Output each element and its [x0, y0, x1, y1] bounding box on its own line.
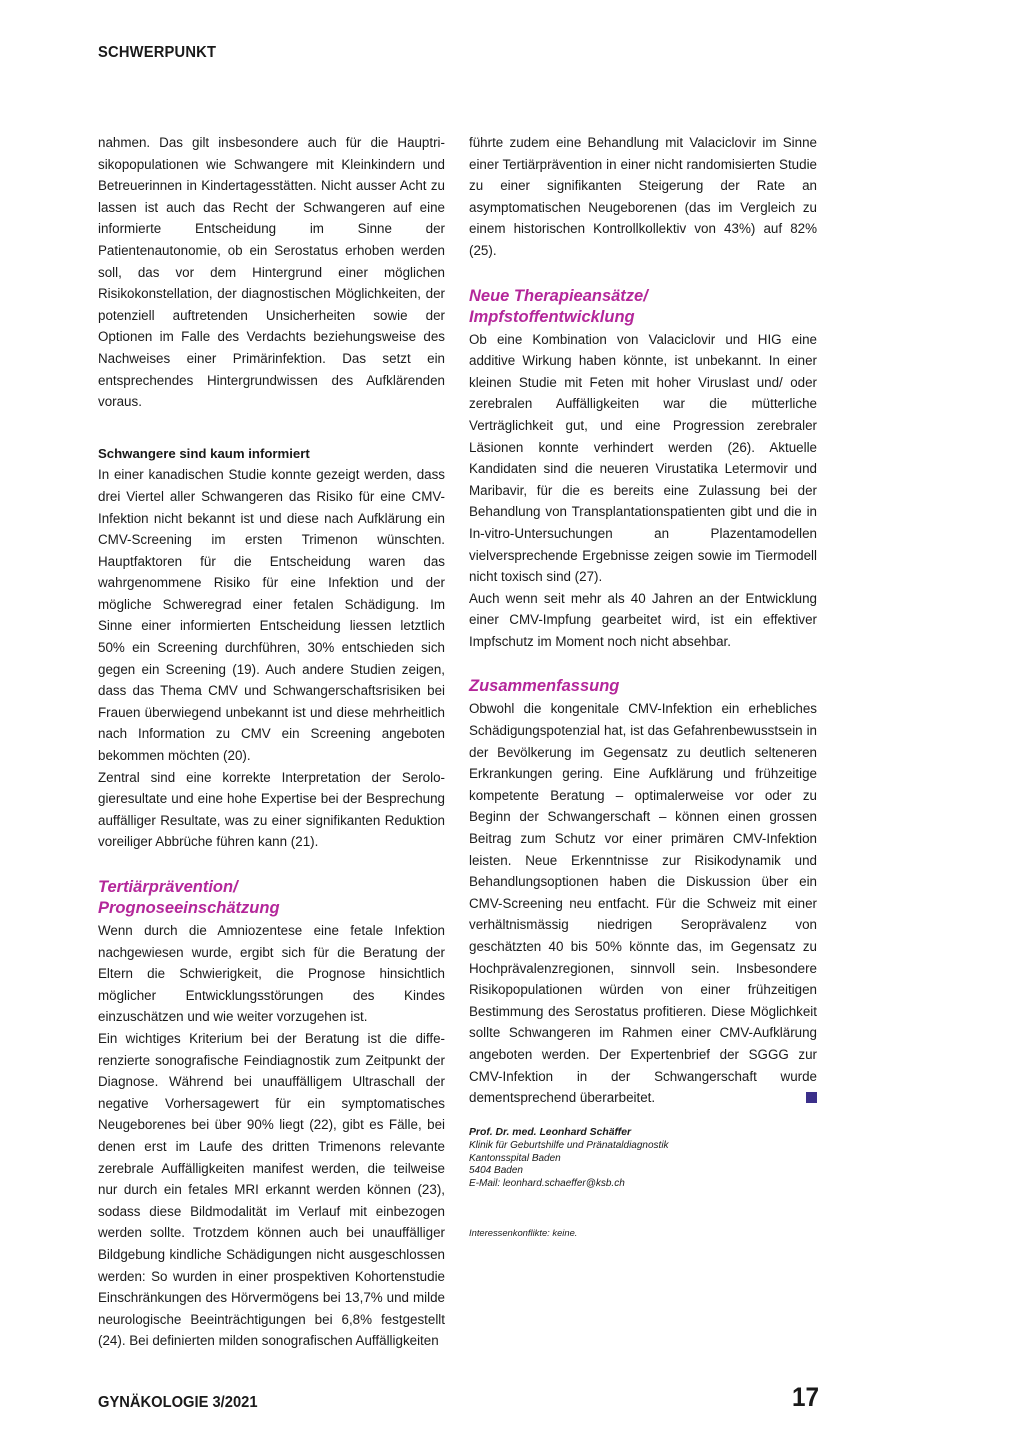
author-hospital: Kantonsspital Baden: [469, 1152, 561, 1164]
paragraph: Auch wenn seit mehr als 40 Jahren an der Entwicklung einer CMV-Impfung gearbeitet wird, ist ein effektiver Impfschutz im Moment noch nicht absehbar.: [469, 590, 817, 649]
section-title-line: Neue Therapieansätze/: [469, 286, 648, 305]
section-title-line: Tertiärprävention/: [98, 878, 238, 896]
author-name: Prof. Dr. med. Leonhard Schäffer: [469, 1126, 632, 1138]
paragraph-text: Obwohl die kongenitale CMV-Infektion ein erhebliches Schädigungspotenzial hat, ist das Gefahrenbewusstsein in der Bevölkerung im Gegensatz zu deutlich selteneren Erkrankungen gering. Eine Aufklärung und frühzeitige kompetente Beratung – optimalerweise vor oder zu Beginn der Schwangerschaft – können einen grossen Beitrag zum Schutz vor einer primären CMV-Infektion leisten. Neue Erkenntnisse zur Risikodynamik und Behandlungsoptionen haben die Diskussion über ein CMV-Screening neu entfacht. Für die Schweiz mit einer verhältnismässig niedrigen Seroprävalenz von geschätzten 40 bis 50% könnte das, im Gegensatz zu Hochprävalenzregionen, sinnvoll sein. Insbesondere Risikopopulationen würden von einer frühzeitigen Bestimmung des Serostatus profitieren. Diese Möglichkeit sollte Schwangeren im Rahmen einer CMV-Aufklärung angeboten werden. Der Expertenbrief der SGGG zur CMV-Infektion in der Schwangerschaft wurde dementsprechend überarbeitet.: [469, 701, 817, 1106]
section-title-line: Impfstoffentwicklung: [469, 307, 635, 326]
intro-paragraph: nahmen. Das gilt insbesondere auch für die Hauptrisikopopulationen wie Schwangere mit Kleinkindern und Betreuerinnen in Kindertagesstätten. Nicht ausser Acht zu lassen ist auch das Recht der Schwangeren auf eine informierte Entscheidung im Sinne der Patientenautonomie, ob ein Serostatus erhoben werden soll, das vor dem Hintergrund einer möglichen Risikokonstellation, der diagnostischen Möglichkeiten, der potenziell auftretenden Unsicherheiten sowie der Optionen im Falle des Verdachts beziehungsweise des Nachweises einer Primärinfektion. Das setzt ein entsprechendes Hintergrundwissen des Aufklärenden voraus.: [98, 135, 445, 410]
subheading-schwangere-informiert: Schwangere sind kaum informiert: [98, 445, 310, 461]
article-end-marker: [806, 1092, 817, 1103]
author-department: Klinik für Geburtshilfe und Pränataldiagnostik: [469, 1140, 669, 1152]
paragraph: In einer kanadischen Studie konnte gezeigt werden, dass drei Viertel aller Schwangeren das Risiko für eine CMV-Infektion nicht bekannt ist und diese nach Aufklärung ein CMV-Screening im ersten Trimenon wünschten. Hauptfaktoren für die Entscheidung waren das wahrgenommene Risiko für eine Infektion und der mögliche Schweregrad einer fetalen Schädigung. Im Sinne einer informierten Entscheidung liessen letztlich 50% ein Screening durchführen, 30% entschieden sich gegen ein Screening (19). Auch andere Studien zeigen, dass das Thema CMV und Schwangerschaftsrisiken bei Frauen überwiegend unbekannt ist und diese mehrheitlich nach Information zu CMV ein Screening angeboten bekommen möchten (20).: [98, 467, 445, 764]
paragraph: Zentral sind eine korrekte Interpretation der Serologieresultate und eine hohe Expertise bei der Besprechung auffälliger Resultate, was zu einer signifikanten Reduktion voreiliger Abbrüche führen kann (21).: [98, 769, 445, 850]
left-column: [98, 132, 445, 1352]
section-title-line: Prognoseeinschätzung: [98, 899, 280, 917]
running-head: SCHWERPUNKT: [98, 44, 217, 61]
conflict-of-interest-note: Interessenkonflikte: keine.: [469, 1227, 578, 1239]
paragraph: Ein wichtiges Kriterium bei der Beratung ist die differenzierte sonografische Feindiagnostik zum Zeitpunkt der Diagnose. Während bei unauffälligem Ultraschall der negative Vorhersagewert für ein symptomatisches Neugeborenes bei über 90% liegt (22), gibt es Fälle, bei denen erst im Laufe des dritten Trimenons relevante zerebrale Auffälligkeiten manifest werden, die teilweise nur durch ein fetales MRI erkannt werden können (23), sodass diese Bildmodalität im Verlauf mit einbezogen werden sollte. Trotzdem können auch bei unauffälliger Bildgebung kindliche Schädigungen nicht ausgeschlossen werden: So wurden in einer prospektiven Kohortenstudie Einschränkungen des Hörvermögens bei 13,7% und milde neurologische Beeinträchtigungen bei 6,8% festgestellt (24). Bei definierten milden sonografischen Auffälligkeiten: [98, 1030, 445, 1349]
author-block: [469, 1127, 817, 1191]
section-title-therapieansaetze: [469, 286, 817, 328]
section-title-tertiaerpraevention: [98, 877, 445, 919]
author-city: 5404 Baden: [469, 1165, 523, 1177]
page-number: 17: [791, 1382, 819, 1412]
paragraph: Ob eine Kombination von Valaciclovir und HIG eine additive Wirkung haben könnte, ist unbekannt. In einer kleinen Studie mit Feten mit hoher Viruslast und/ oder zerebralen Auffälligkeiten war die mütterliche Verträglichkeit gut, und eine Progression zerebraler Läsionen konnte verhindert werden (26). Aktuelle Kandidaten sind die neueren Virustatika Letermovir und Maribavir, für die es bereits eine Zulassung bei der Behandlung von Transplantationspatienten gibt und die in In-vitro-Untersuchungen an Plazentamodellen vielversprechende Ergebnisse zeigen sowie im Tiermodell nicht toxisch sind (27).: [469, 331, 817, 585]
section-title-zusammenfassung: Zusammenfassung: [469, 677, 620, 696]
paragraph: Wenn durch die Amniozentese eine fetale Infektion nachgewiesen wurde, ergibt sich für die Beratung der Eltern die Schwierigkeit, die Prognose hinsichtlich möglicher Entwicklungsstörungen des Kindes einzuschätzen und wie weiter vorzugehen ist.: [98, 923, 445, 1025]
right-column: [469, 132, 817, 1239]
paragraph: [469, 698, 817, 1108]
paragraph: führte zudem eine Behandlung mit Valaciclovir im Sinne einer Tertiärprävention in einer nicht randomisierten Studie zu einer signifikanten Steigerung der Rate an asymptomatischen Neugeborenen (das im Vergleich zu einem historischen Kontrollkollektiv von 43%) auf 82% (25).: [469, 135, 817, 258]
author-email: E-Mail: leonhard.schaeffer@ksb.ch: [469, 1177, 625, 1189]
footer-journal: GYNÄKOLOGIE 3/2021: [98, 1394, 258, 1411]
